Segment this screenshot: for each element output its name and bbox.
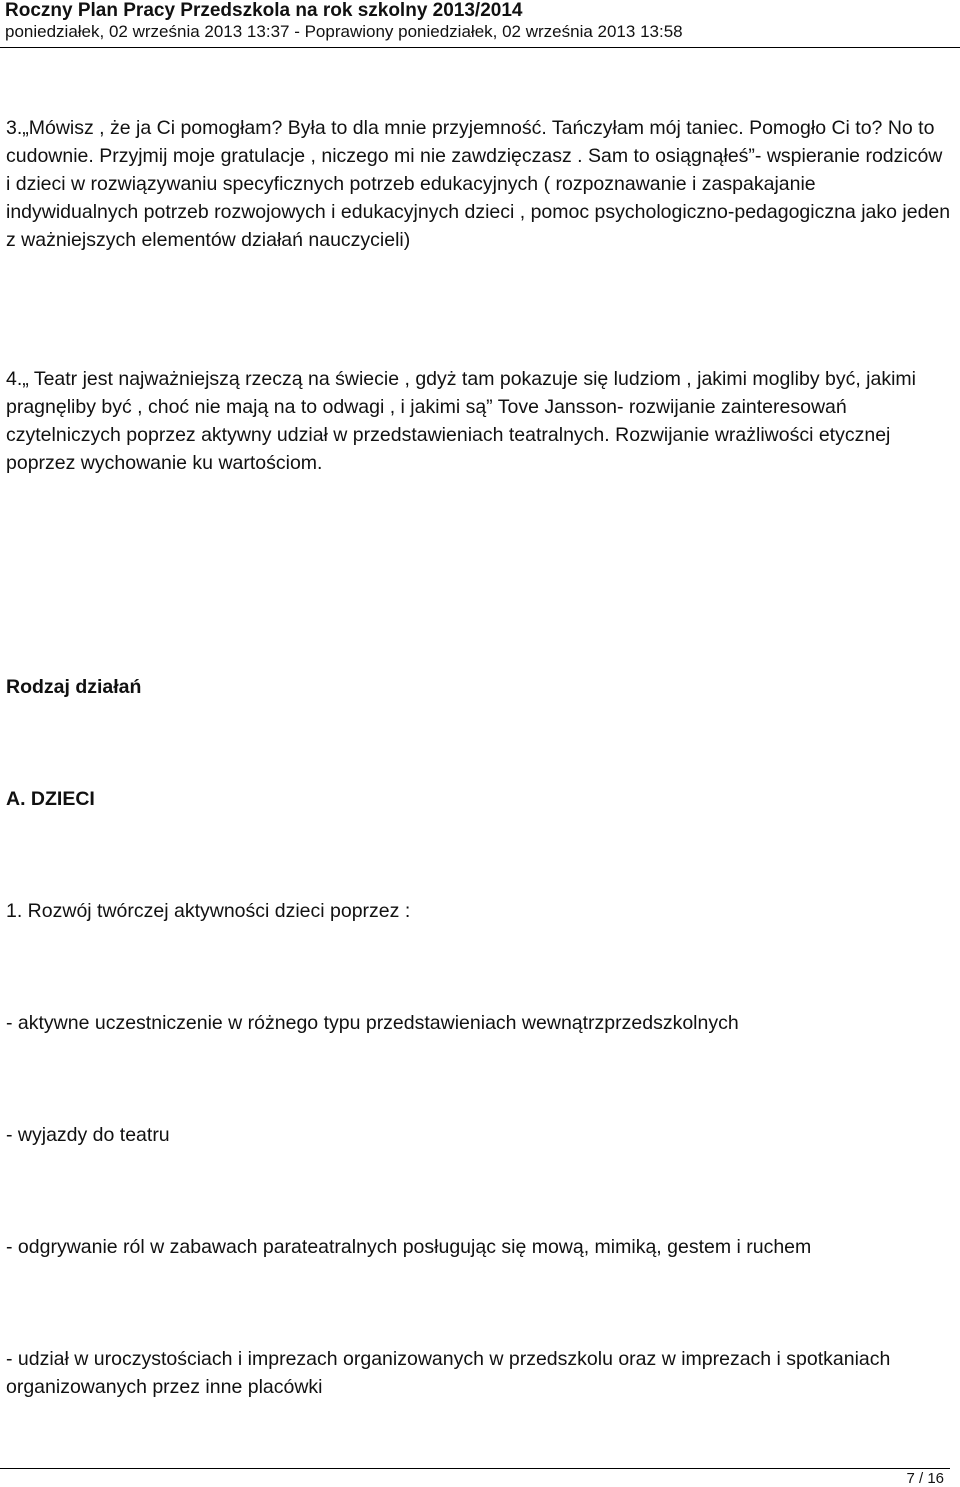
- bullet-item-1: - aktywne uczestniczenie w różnego typu przedstawieniach wewnątrzprzedszkolnych: [6, 1012, 739, 1034]
- bullet-item-4: - udział w uroczystościach i imprezach organizowanych w przedszkolu oraz w imprezach i spotkaniach organizowanych przez inne placówki: [6, 1348, 891, 1398]
- page-number: 7 / 16: [906, 1470, 944, 1487]
- bullet-item-2: - wyjazdy do teatru: [6, 1124, 170, 1146]
- section-heading-dzieci: A. DZIECI: [6, 788, 95, 810]
- document-title: Roczny Plan Pracy Przedszkola na rok szkolny 2013/2014: [5, 0, 523, 21]
- page-footer-rule: [0, 1468, 950, 1469]
- document-meta: poniedziałek, 02 września 2013 13:37 - Poprawiony poniedziałek, 02 września 2013 13:58: [5, 22, 683, 41]
- section-heading-rodzaj-dzialan: Rodzaj działań: [6, 676, 142, 698]
- page-header: [0, 0, 960, 48]
- paragraph-3: 3.„Mówisz , że ja Ci pomogłam? Była to dla mnie przyjemność. Tańczyłam mój taniec. Pomogło Ci to? No to cudownie. Przyjmij moje gratulacje , niczego mi nie zawdzięczasz . Sam to osiągnąłeś”- wspieranie rodziców i dzieci w rozwiązywaniu specyficznych potrzeb edukacyjnych ( rozpoznawanie i zaspakajanie indywidualnych potrzeb rozwojowych i edukacyjnych dzieci , pomoc psychologiczno-pedagogiczna jako jeden z ważniejszych elementów działań nauczycieli): [6, 117, 951, 251]
- list-item-1: 1. Rozwój twórczej aktywności dzieci poprzez :: [6, 900, 411, 922]
- paragraph-4: 4.„ Teatr jest najważniejszą rzeczą na świecie , gdyż tam pokazuje się ludziom , jakimi mogliby być, jakimi pragnęliby być , choć nie mają na to odwagi , i jakimi są” Tove Jansson- rozwijanie zainteresowań czytelniczych poprzez aktywny udział w przedstawieniach teatralnych. Rozwijanie wrażliwości etycznej poprzez wychowanie ku wartościom.: [6, 368, 916, 474]
- bullet-item-3: - odgrywanie ról w zabawach parateatralnych posługując się mową, mimiką, gestem i ruchem: [6, 1236, 812, 1258]
